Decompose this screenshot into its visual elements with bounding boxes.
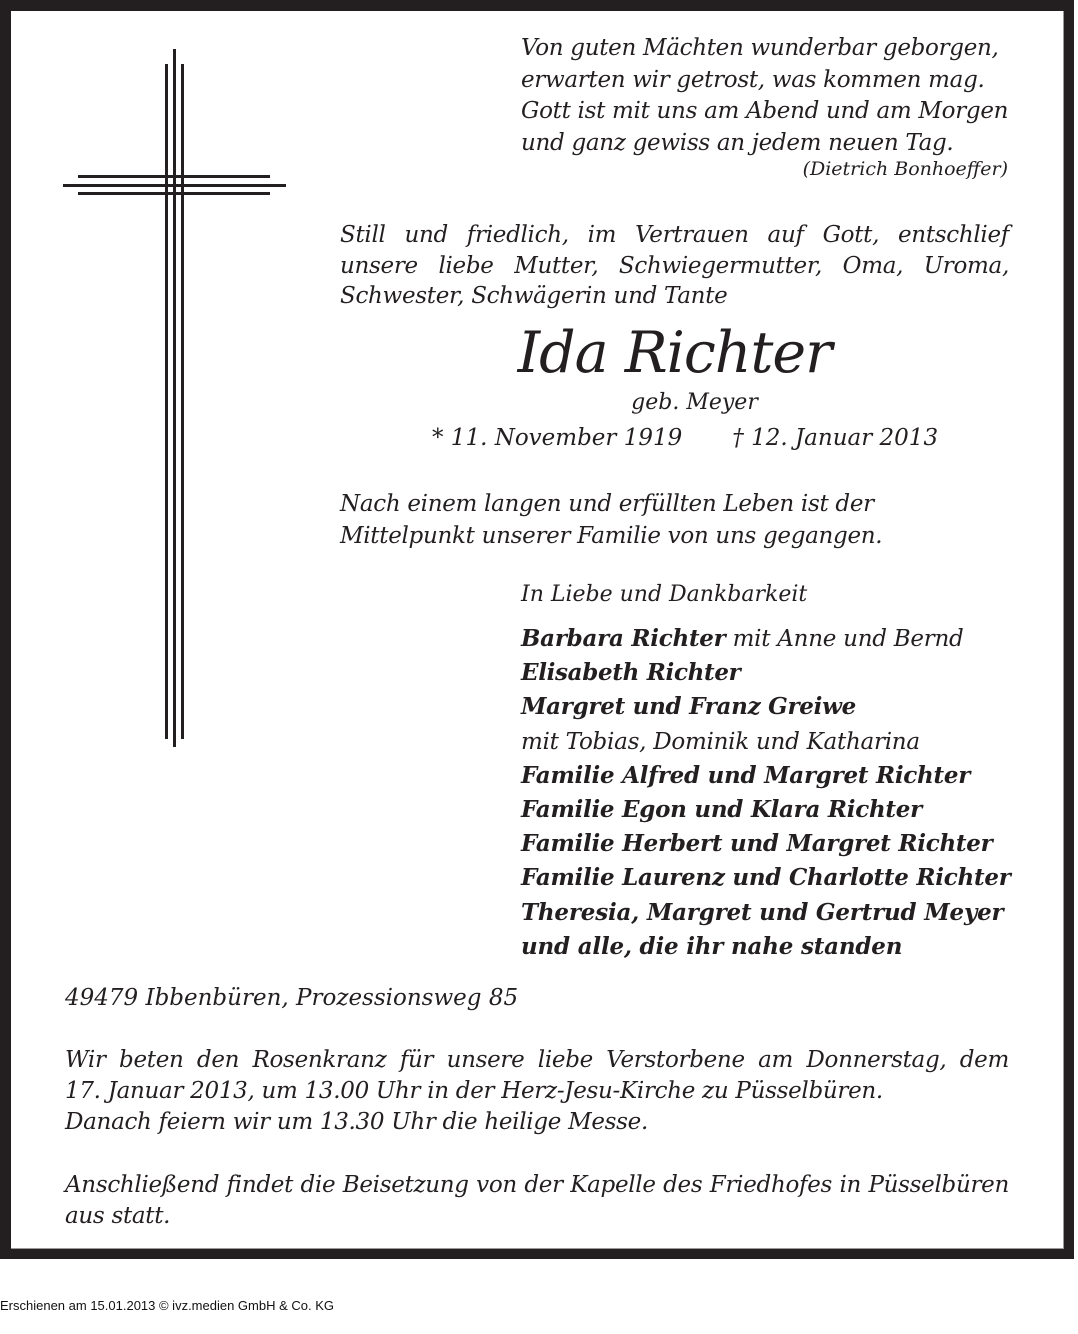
- life-dates: [432, 425, 938, 451]
- mourner-line: [521, 725, 1011, 759]
- mourner-line: [521, 759, 1011, 793]
- mourner-line: [521, 861, 1011, 895]
- mourner-name: Familie Egon und Klara Richter: [521, 796, 922, 824]
- service-line: 17. Januar 2013, um 13.00 Uhr in der Herz-Jesu-Kirche zu Püsselbüren.: [65, 1078, 883, 1104]
- mourner-line: [521, 793, 1011, 827]
- mourners-list: [521, 622, 1011, 964]
- quote-line: Von guten Mächten wunderbar geborgen,: [521, 35, 999, 61]
- mourner-line: [521, 930, 1011, 964]
- family-address: 49479 Ibbenbüren, Prozessionsweg 85: [65, 985, 519, 1011]
- quote-line: und ganz gewiss an jedem neuen Tag.: [521, 129, 954, 156]
- service-line: Wir beten den Rosenkranz für unsere liebe Verstorbene am Donnerstag, dem: [65, 1047, 1009, 1073]
- service-line: Danach feiern wir um 13.30 Uhr die heilige Messe.: [65, 1109, 648, 1135]
- mourner-detail: mit Anne und Bernd: [725, 626, 964, 652]
- mourner-line: [521, 896, 1011, 930]
- death-date: † 12. Januar 2013: [732, 425, 939, 451]
- mourner-name: Familie Laurenz und Charlotte Richter: [521, 864, 1011, 892]
- mourner-line: [521, 690, 1011, 724]
- mourner-detail: mit Tobias, Dominik und Katharina: [521, 728, 920, 755]
- service-info: [65, 1045, 1009, 1138]
- mourner-name: und alle, die ihr nahe standen: [521, 932, 903, 960]
- mourner-name: Barbara Richter: [521, 625, 726, 652]
- quote-line: Gott ist mit uns am Abend und am Morgen: [521, 98, 1009, 124]
- quote-line: erwarten wir getrost, was kommen mag.: [521, 66, 985, 93]
- mourner-name: Theresia, Margret und Gertrud Meyer: [521, 898, 1004, 926]
- deceased-name: Ida Richter: [517, 320, 832, 386]
- mourner-line: [521, 656, 1011, 690]
- bonhoeffer-quote: [521, 33, 1008, 159]
- passing-text: Nach einem langen und erfüllten Leben ist der Mittelpunkt unserer Familie von uns gegangen.: [340, 491, 883, 549]
- publication-footer: Erschienen am 15.01.2013 © ivz.medien GmbH & Co. KG: [0, 1298, 335, 1313]
- intro-text: Still und friedlich, im Vertrauen auf Gott, entschlief unsere liebe Mutter, Schwiegermutter, Oma, Uroma, Schwester, Schwägerin und Tante: [340, 222, 1009, 309]
- burial-line: aus statt.: [65, 1203, 171, 1229]
- mourner-line: [521, 827, 1011, 861]
- quote-author: (Dietrich Bonhoeffer): [802, 158, 1008, 180]
- mourner-name: Familie Alfred und Margret Richter: [521, 761, 971, 789]
- birth-name: geb. Meyer: [631, 390, 758, 415]
- mourner-name: Familie Herbert und Margret Richter: [521, 830, 993, 858]
- burial-info: [65, 1170, 1009, 1232]
- birth-date: * 11. November 1919: [432, 425, 683, 451]
- mourner-name: Elisabeth Richter: [521, 659, 741, 687]
- burial-line: Anschließend findet die Beisetzung von der Kapelle des Friedhofes in Püsselbüren: [65, 1172, 1009, 1198]
- thanks-line: In Liebe und Dankbarkeit: [521, 582, 808, 607]
- mourner-line: [521, 622, 1011, 656]
- mourner-name: Margret und Franz Greiwe: [521, 693, 856, 721]
